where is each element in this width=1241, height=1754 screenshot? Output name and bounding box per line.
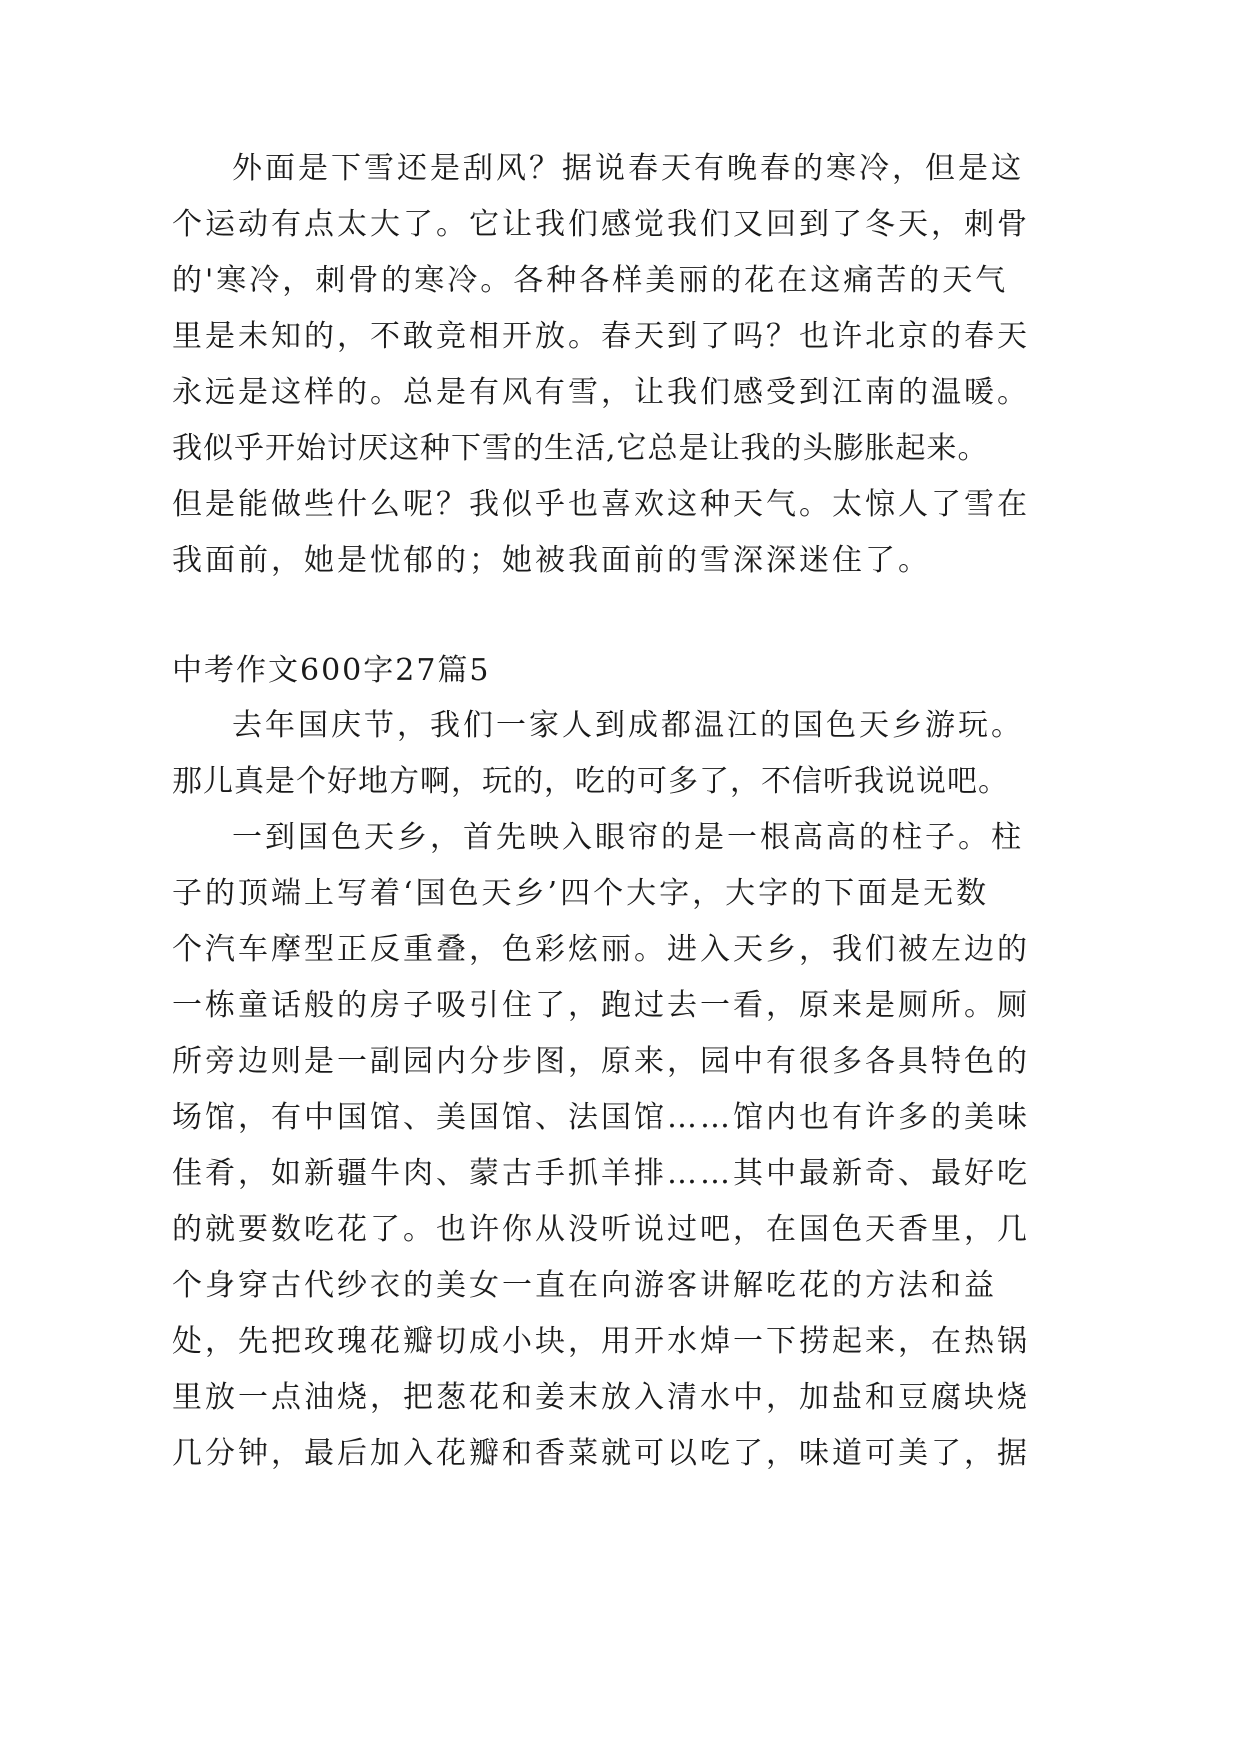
paragraph-3-line: 一到国色天乡，首先映入眼帘的是一根高高的柱子。柱: [232, 820, 1024, 855]
section-heading: 中考作文600字27篇5: [172, 653, 491, 688]
paragraph-1-line: 的'寒冷，刺骨的寒冷。各种各样美丽的花在这痛苦的天气: [172, 263, 1009, 298]
paragraph-3-line: 佳肴，如新疆牛肉、蒙古手抓羊排……其中最新奇、最好吃: [172, 1156, 1030, 1191]
paragraph-3-line: 处，先把玫瑰花瓣切成小块，用开水焯一下捞起来，在热锅: [172, 1324, 1030, 1359]
paragraph-2-line: 去年国庆节，我们一家人到成都温江的国色天乡游玩。: [232, 708, 1024, 743]
paragraph-1-line: 永远是这样的。总是有风有雪，让我们感受到江南的温暖。: [172, 375, 1030, 410]
paragraph-3-line: 场馆，有中国馆、美国馆、法国馆……馆内也有许多的美味: [172, 1100, 1030, 1135]
paragraph-3-line: 所旁边则是一副园内分步图，原来，园中有很多各具特色的: [172, 1044, 1030, 1079]
paragraph-3-line: 个汽车摩型正反重叠，色彩炫丽。进入天乡，我们被左边的: [172, 932, 1030, 967]
paragraph-1-line: 里是未知的，不敢竞相开放。春天到了吗？也许北京的春天: [172, 319, 1030, 354]
paragraph-1-line: 外面是下雪还是刮风？据说春天有晚春的寒冷，但是这: [232, 151, 1024, 186]
paragraph-1-line: 我似乎开始讨厌这种下雪的生活,它总是让我的头膨胀起来。: [172, 431, 989, 466]
paragraph-1-line: 我面前，她是忧郁的；她被我面前的雪深深迷住了。: [172, 543, 931, 578]
paragraph-1-line: 但是能做些什么呢？我似乎也喜欢这种天气。太惊人了雪在: [172, 487, 1030, 522]
paragraph-3-line: 里放一点油烧，把葱花和姜末放入清水中，加盐和豆腐块烧: [172, 1380, 1030, 1415]
paragraph-3-line: 几分钟，最后加入花瓣和香菜就可以吃了，味道可美了，据: [172, 1436, 1030, 1471]
paragraph-3-line: 个身穿古代纱衣的美女一直在向游客讲解吃花的方法和益: [172, 1268, 997, 1303]
paragraph-3-line: 一栋童话般的房子吸引住了，跑过去一看，原来是厕所。厕: [172, 988, 1030, 1023]
paragraph-2-line: 那儿真是个好地方啊，玩的，吃的可多了，不信听我说说吧。: [172, 764, 1009, 799]
paragraph-1-line: 个运动有点太大了。它让我们感觉我们又回到了冬天，刺骨: [172, 207, 1030, 242]
paragraph-3-line: 子的顶端上写着‘国色天乡’四个大字，大字的下面是无数: [172, 876, 990, 911]
paragraph-3-line: 的就要数吃花了。也许你从没听说过吧，在国色天香里，几: [172, 1212, 1030, 1247]
